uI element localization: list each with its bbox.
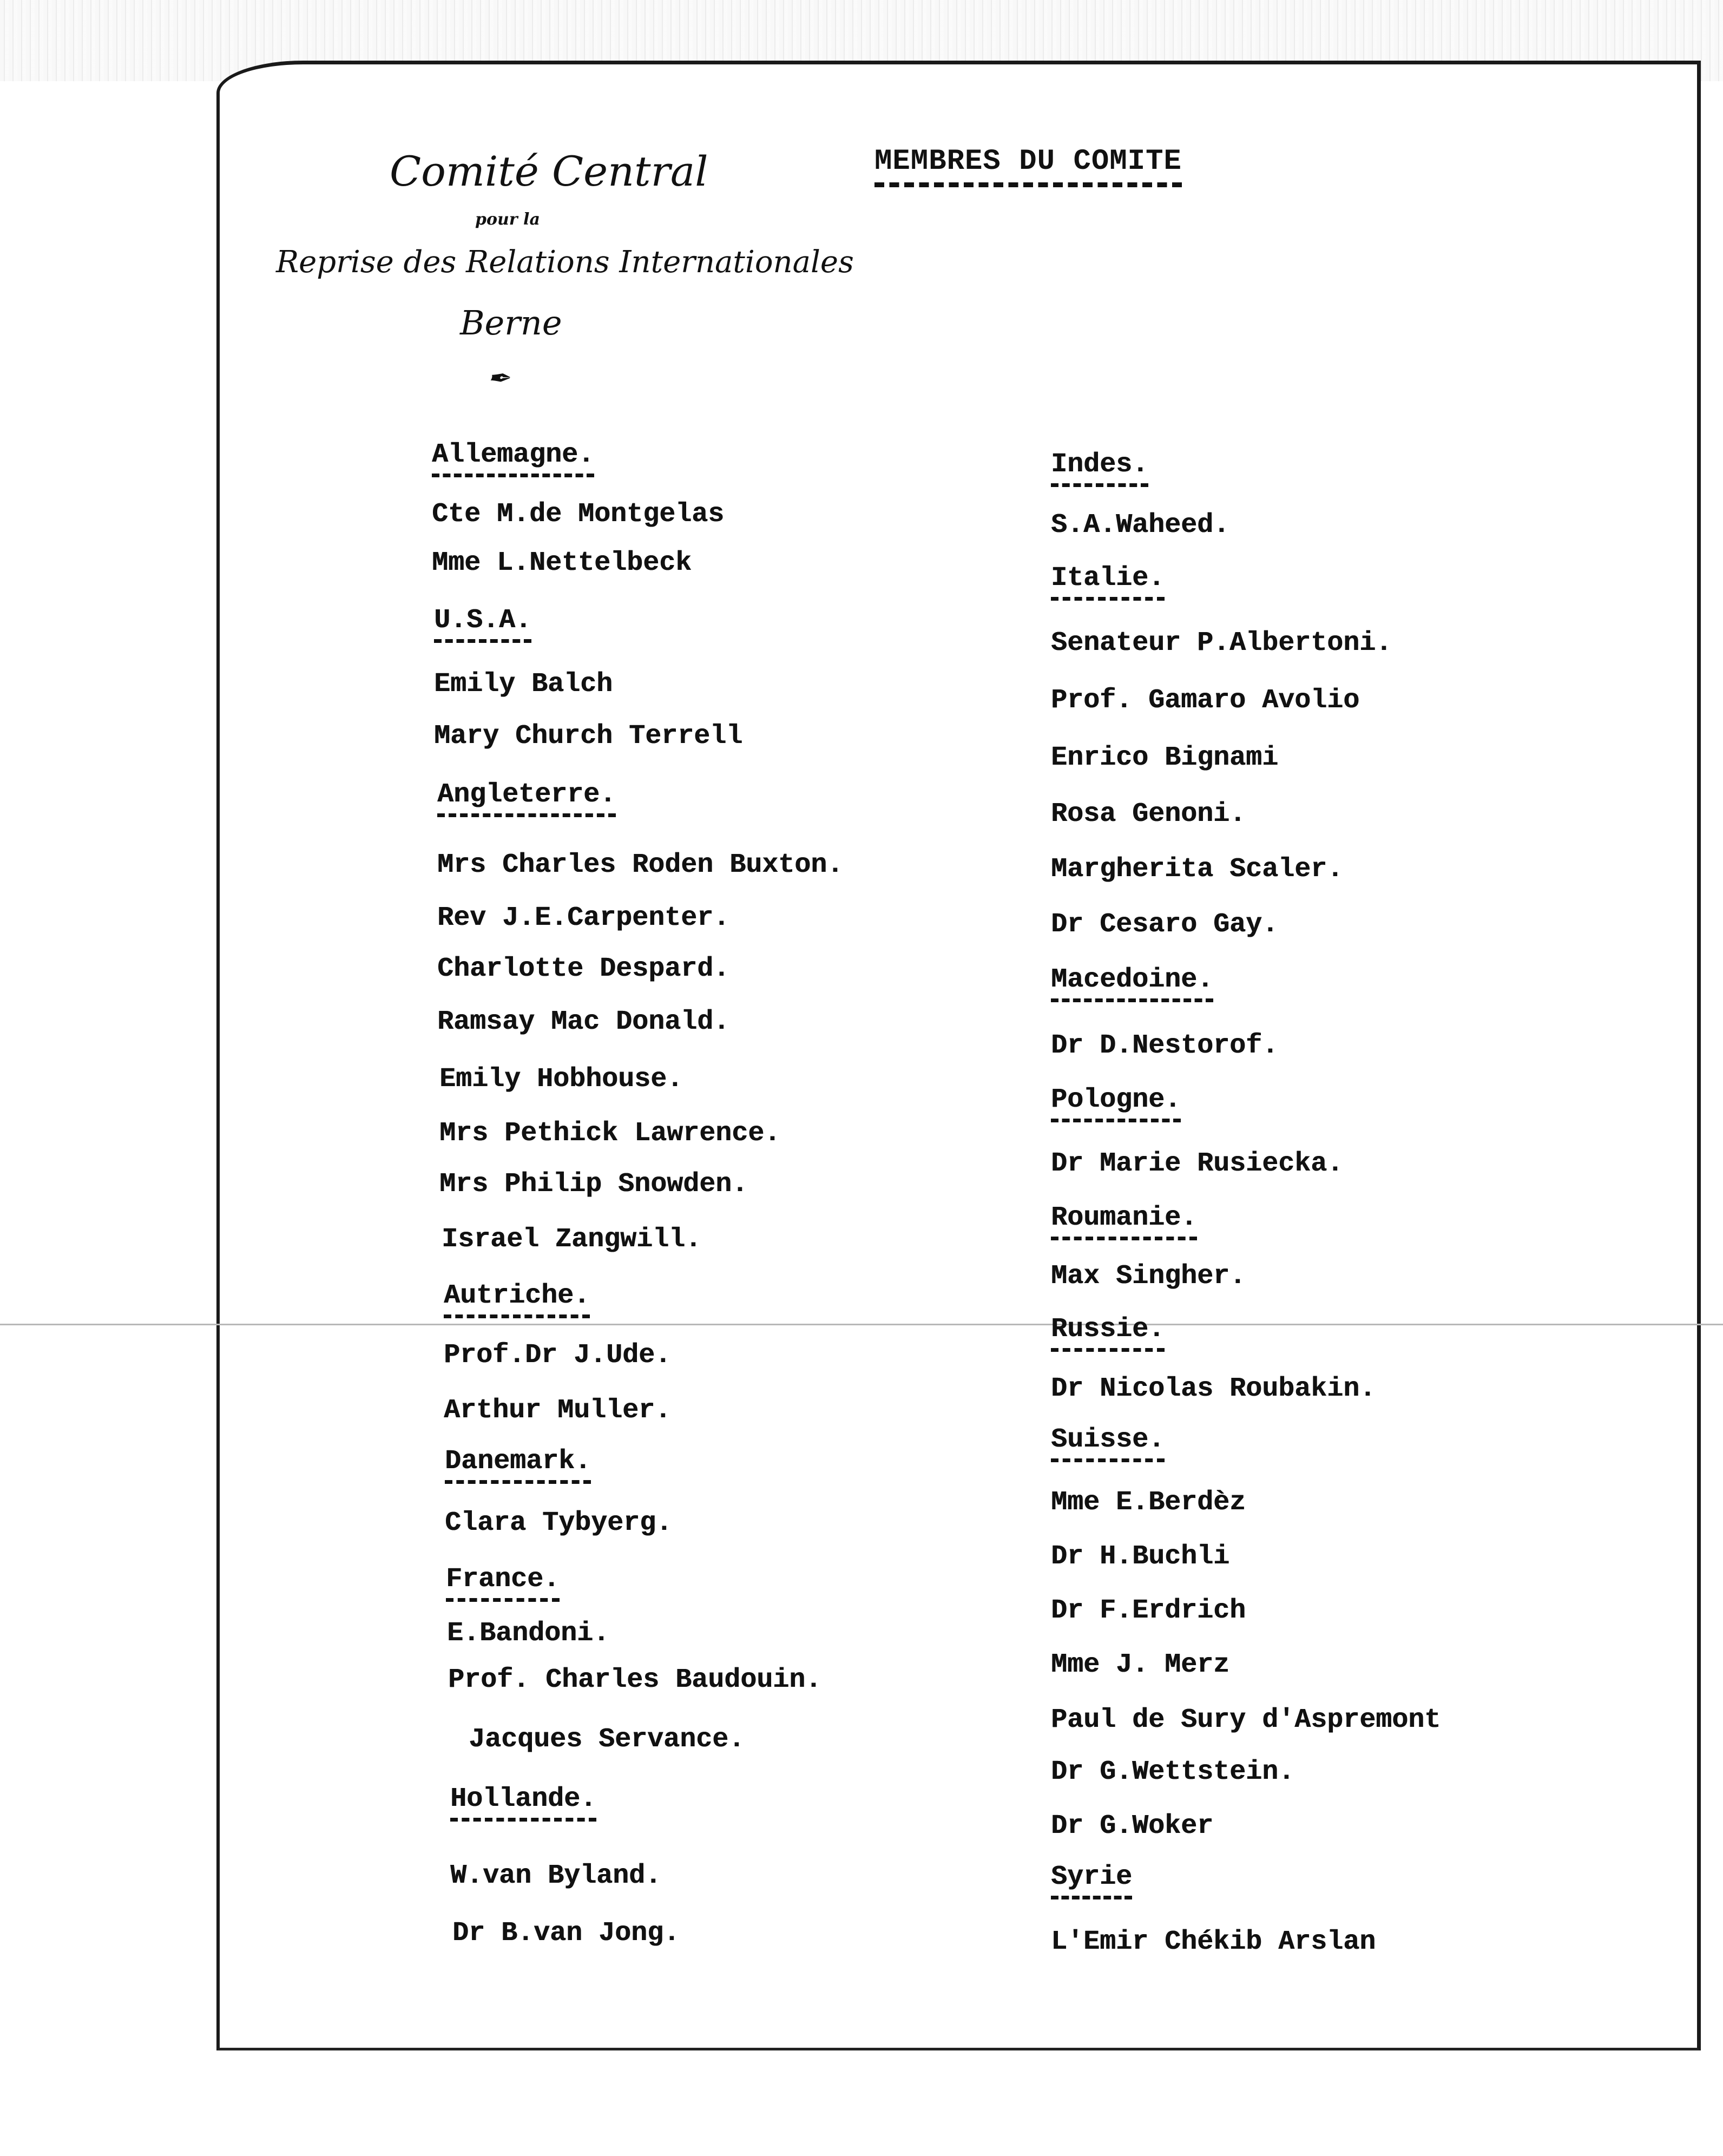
member-name: Dr G.Woker [1051, 1811, 1214, 1842]
member-name: L'Emir Chékib Arslan [1051, 1927, 1376, 1957]
member-name: S.A.Waheed. [1051, 510, 1230, 541]
member-name: Israel Zangwill. [442, 1224, 702, 1255]
country-heading: Roumanie. [1051, 1202, 1197, 1240]
country-heading: Autriche. [444, 1280, 590, 1318]
letterhead-subtitle: Reprise des Relations Internationales [276, 245, 854, 280]
member-name: Dr G.Wettstein. [1051, 1757, 1295, 1787]
member-name: Mrs Pethick Lawrence. [439, 1118, 781, 1149]
member-name: Emily Hobhouse. [439, 1064, 683, 1095]
member-name: Dr Marie Rusiecka. [1051, 1148, 1344, 1179]
member-name: Paul de Sury d'Aspremont [1051, 1705, 1441, 1736]
paper-fold-line [0, 1324, 1723, 1325]
member-name: Rosa Genoni. [1051, 799, 1246, 830]
country-heading: Macedoine. [1051, 964, 1213, 1002]
member-name: Charlotte Despard. [437, 954, 730, 984]
country-heading: Allemagne. [432, 439, 594, 477]
member-name: Dr D.Nestorof. [1051, 1030, 1279, 1061]
member-name: Dr B.van Jong. [452, 1918, 680, 1949]
member-name: Ramsay Mac Donald. [437, 1007, 730, 1037]
country-heading: Danemark. [445, 1446, 591, 1484]
country-heading: U.S.A. [434, 605, 531, 643]
member-name: Dr H.Buchli [1051, 1541, 1230, 1572]
document-heading: MEMBRES DU COMITE [874, 145, 1182, 187]
member-name: Mme E.Berdèz [1051, 1487, 1246, 1518]
country-heading: Hollande. [450, 1784, 596, 1822]
member-name: Cte M.de Montgelas [432, 499, 725, 530]
member-name: E.Bandoni. [447, 1618, 610, 1649]
member-name: Dr Cesaro Gay. [1051, 909, 1279, 940]
member-name: W.van Byland. [450, 1861, 662, 1891]
letterhead-title: Comité Central [390, 147, 708, 195]
letterhead-ornament-icon: ✒ [487, 363, 510, 394]
member-name: Prof. Gamaro Avolio [1051, 685, 1360, 716]
document-sheet [216, 61, 1701, 2050]
member-name: Rev J.E.Carpenter. [437, 903, 730, 934]
member-name: Enrico Bignami [1051, 742, 1279, 773]
member-name: Prof. Charles Baudouin. [448, 1665, 822, 1695]
member-name: Dr Nicolas Roubakin. [1051, 1373, 1376, 1404]
member-name: Arthur Muller. [444, 1395, 672, 1426]
member-name: Senateur P.Albertoni. [1051, 628, 1392, 659]
country-heading: Indes. [1051, 449, 1148, 487]
member-name: Mrs Charles Roden Buxton. [437, 850, 844, 880]
member-name: Mme J. Merz [1051, 1649, 1230, 1680]
member-name: Mme L.Nettelbeck [432, 548, 692, 579]
member-name: Mrs Philip Snowden. [439, 1169, 748, 1200]
country-heading: Italie. [1051, 563, 1165, 601]
member-name: Emily Balch [434, 669, 613, 700]
member-name: Margherita Scaler. [1051, 854, 1344, 885]
country-heading: France. [446, 1564, 560, 1602]
letterhead-city: Berne [460, 303, 562, 343]
member-name: Dr F.Erdrich [1051, 1595, 1246, 1626]
country-heading: Syrie [1051, 1862, 1132, 1899]
country-heading: Pologne. [1051, 1084, 1181, 1122]
member-name: Prof.Dr J.Ude. [444, 1340, 672, 1371]
country-heading: Suisse. [1051, 1424, 1165, 1462]
letterhead-pour: pour la [475, 210, 540, 229]
country-heading: Russie. [1051, 1314, 1165, 1352]
country-heading: Angleterre. [437, 779, 616, 817]
member-name: Jacques Servance. [469, 1724, 745, 1755]
member-name: Max Singher. [1051, 1261, 1246, 1292]
member-name: Mary Church Terrell [434, 721, 743, 752]
member-name: Clara Tybyerg. [445, 1508, 673, 1539]
